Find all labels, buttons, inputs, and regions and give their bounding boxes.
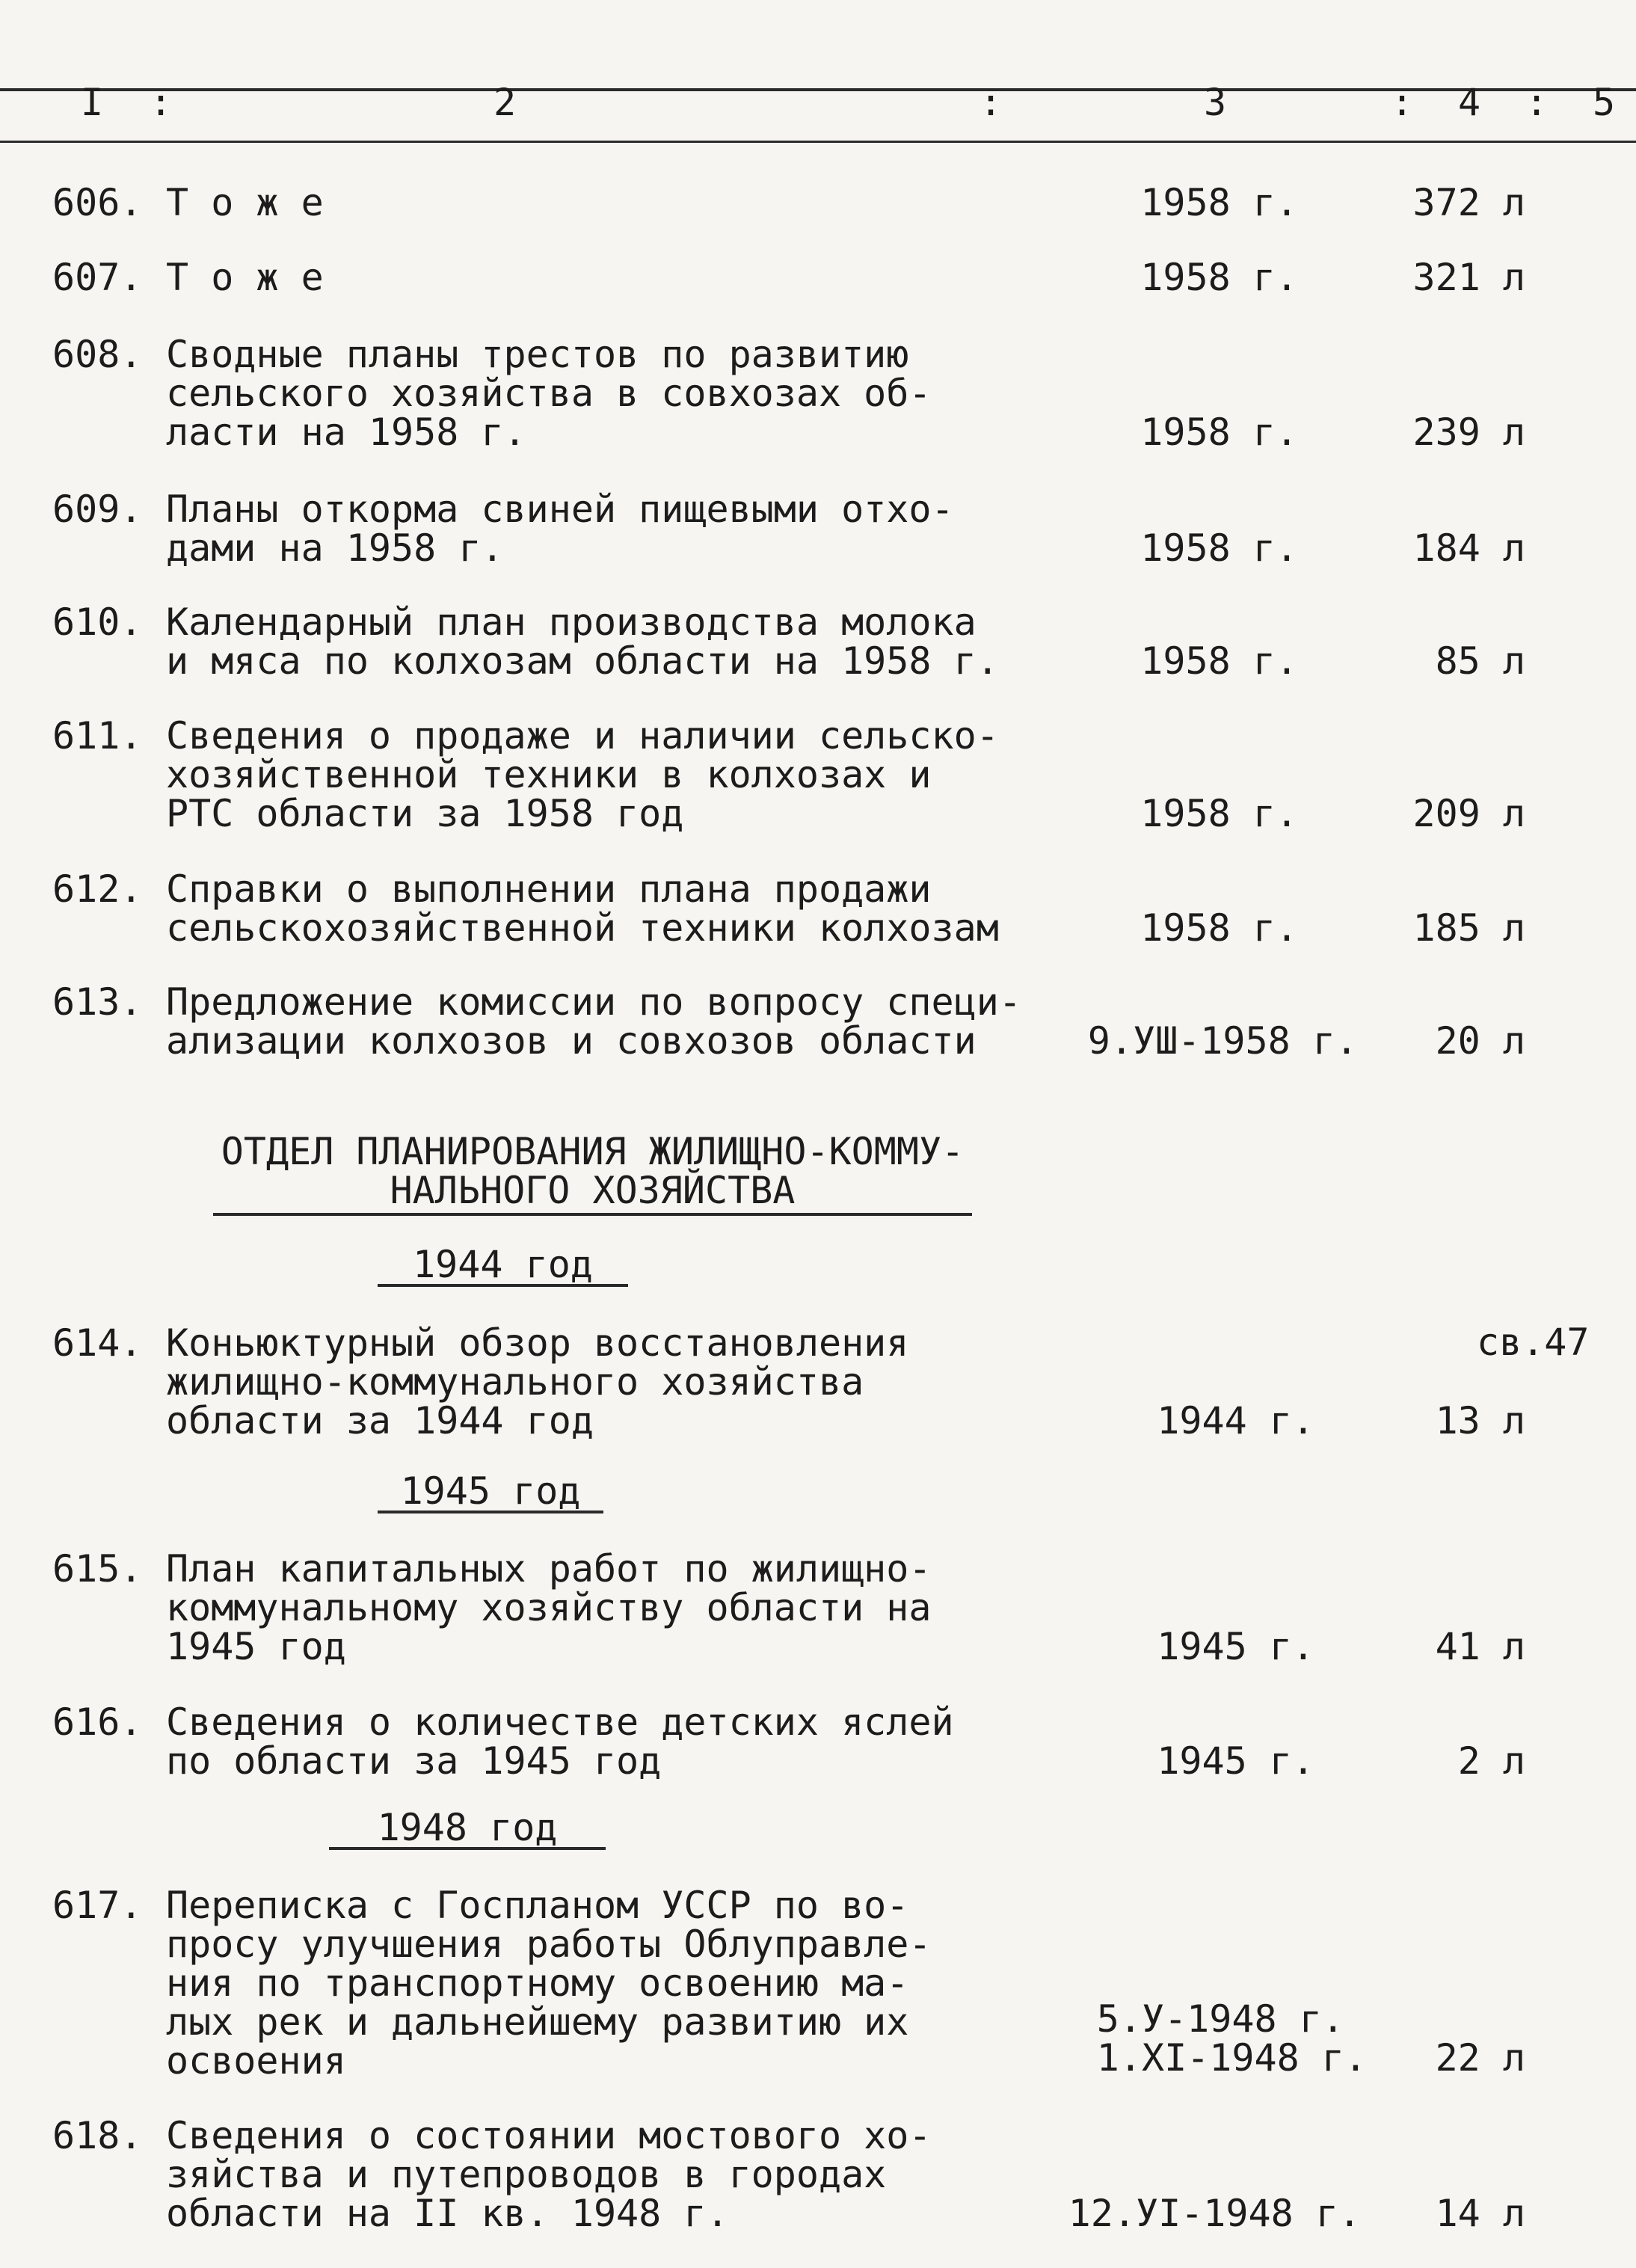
column-header-5: 5 bbox=[1593, 81, 1616, 124]
year-heading-1945: 1945 год bbox=[378, 1472, 603, 1513]
entry-description: Переписка с Госпланом УССР по во- просу улучшения работы Облуправле- ния по транспортному освоению ма- лых рек и дальнейшему развитию их освоения bbox=[166, 1884, 932, 2083]
entry-date: 1958 г. bbox=[1140, 256, 1298, 299]
year-heading-1944: 1944 год bbox=[378, 1245, 628, 1287]
entry-pages: 22 л bbox=[1435, 2036, 1525, 2080]
entry-description: Коньюктурный обзор восстановления жилищно-коммунального хозяйства области за 1944 год bbox=[166, 1321, 909, 1442]
entry-pages: 41 л bbox=[1435, 1625, 1525, 1668]
entry-pages: 209 л bbox=[1412, 792, 1525, 835]
entry-number: 613. bbox=[52, 980, 143, 1024]
entry-pages: 321 л bbox=[1412, 256, 1525, 299]
entry-date: 9.УШ-1958 г. bbox=[1087, 1019, 1358, 1063]
entry-number: 618. bbox=[52, 2114, 143, 2157]
entry-number: 616. bbox=[52, 1700, 143, 1744]
entry-date: 1958 г. bbox=[1140, 906, 1298, 950]
entry-date: 1958 г. bbox=[1140, 181, 1298, 224]
entry-number: 612. bbox=[52, 867, 143, 911]
column-separator: : bbox=[1525, 81, 1549, 124]
year-heading-1948: 1948 год bbox=[329, 1808, 606, 1850]
entry-pages: 13 л bbox=[1435, 1399, 1525, 1442]
entry-number: 609. bbox=[52, 488, 143, 531]
entry-pages: 20 л bbox=[1435, 1019, 1525, 1063]
entry-description: Предложение комиссии по вопросу специ- ализации колхозов и совхозов области bbox=[166, 980, 1021, 1063]
entry-number: 606. bbox=[52, 181, 143, 224]
entry-number: 607. bbox=[52, 256, 143, 299]
entry-date: 1958 г. bbox=[1140, 792, 1298, 835]
entry-description: Сводные планы трестов по развитию сельского хозяйства в совхозах об- ласти на 1958 г. bbox=[166, 333, 932, 454]
entry-pages: 372 л bbox=[1412, 181, 1525, 224]
entry-description: План капитальных работ по жилищно- коммунальному хозяйству области на 1945 год bbox=[166, 1547, 932, 1668]
entry-description: Т о ж е bbox=[166, 256, 324, 299]
column-header-2: 2 bbox=[493, 81, 517, 124]
entry-description: Сведения о состоянии мостового хо- зяйства и путепроводов в городах области на II кв. 1948 г. bbox=[166, 2114, 932, 2235]
section-heading: ОТДЕЛ ПЛАНИРОВАНИЯ ЖИЛИЩНО-КОММУ- НАЛЬНОГО ХОЗЯЙСТВА bbox=[213, 1132, 972, 1216]
entry-description: Планы откорма свиней пищевыми отхо- дами на 1958 г. bbox=[166, 488, 954, 570]
entry-date: 1958 г. bbox=[1140, 639, 1298, 683]
entry-pages: 239 л bbox=[1412, 411, 1525, 454]
entry-number: 615. bbox=[52, 1547, 143, 1591]
entry-pages: 85 л bbox=[1435, 639, 1525, 683]
entry-pages: 14 л bbox=[1435, 2192, 1525, 2235]
entry-description: Сведения о количестве детских яслей по области за 1945 год bbox=[166, 1700, 954, 1783]
entry-date: 1958 г. bbox=[1140, 526, 1298, 570]
entry-number: 610. bbox=[52, 600, 143, 644]
entry-number: 608. bbox=[52, 333, 143, 376]
entry-date: 1945 г. bbox=[1157, 1739, 1314, 1783]
column-header-3: 3 bbox=[1204, 81, 1227, 124]
entry-number: 611. bbox=[52, 714, 143, 757]
entry-description: Сведения о продаже и наличии сельско- хозяйственной техники в колхозах и РТС области за 1958 год bbox=[166, 714, 999, 835]
header-bottom-rule bbox=[0, 141, 1636, 143]
box-number-note: св.47 bbox=[1477, 1321, 1590, 1364]
entry-description: Справки о выполнении плана продажи сельскохозяйственной техники колхозам bbox=[166, 867, 999, 950]
entry-date: 12.УI-1948 г. bbox=[1068, 2192, 1361, 2235]
entry-pages: 185 л bbox=[1412, 906, 1525, 950]
entry-date: 1945 г. bbox=[1157, 1625, 1314, 1668]
entry-date: 5.У-1948 г. 1.XI-1948 г. bbox=[1096, 1997, 1367, 2080]
entry-pages: 184 л bbox=[1412, 526, 1525, 570]
entry-description: Т о ж е bbox=[166, 181, 324, 224]
entry-date: 1958 г. bbox=[1140, 411, 1298, 454]
column-separator: : bbox=[980, 81, 1003, 124]
column-header-1: I bbox=[81, 81, 104, 124]
entry-number: 617. bbox=[52, 1884, 143, 1927]
column-separator: : bbox=[150, 81, 173, 124]
entry-date: 1944 г. bbox=[1157, 1399, 1314, 1442]
entry-pages: 2 л bbox=[1457, 1739, 1525, 1783]
entry-description: Календарный план производства молока и мяса по колхозам области на 1958 г. bbox=[166, 600, 999, 683]
entry-number: 614. bbox=[52, 1321, 143, 1365]
column-separator: : bbox=[1391, 81, 1414, 124]
column-header-4: 4 bbox=[1458, 81, 1481, 124]
